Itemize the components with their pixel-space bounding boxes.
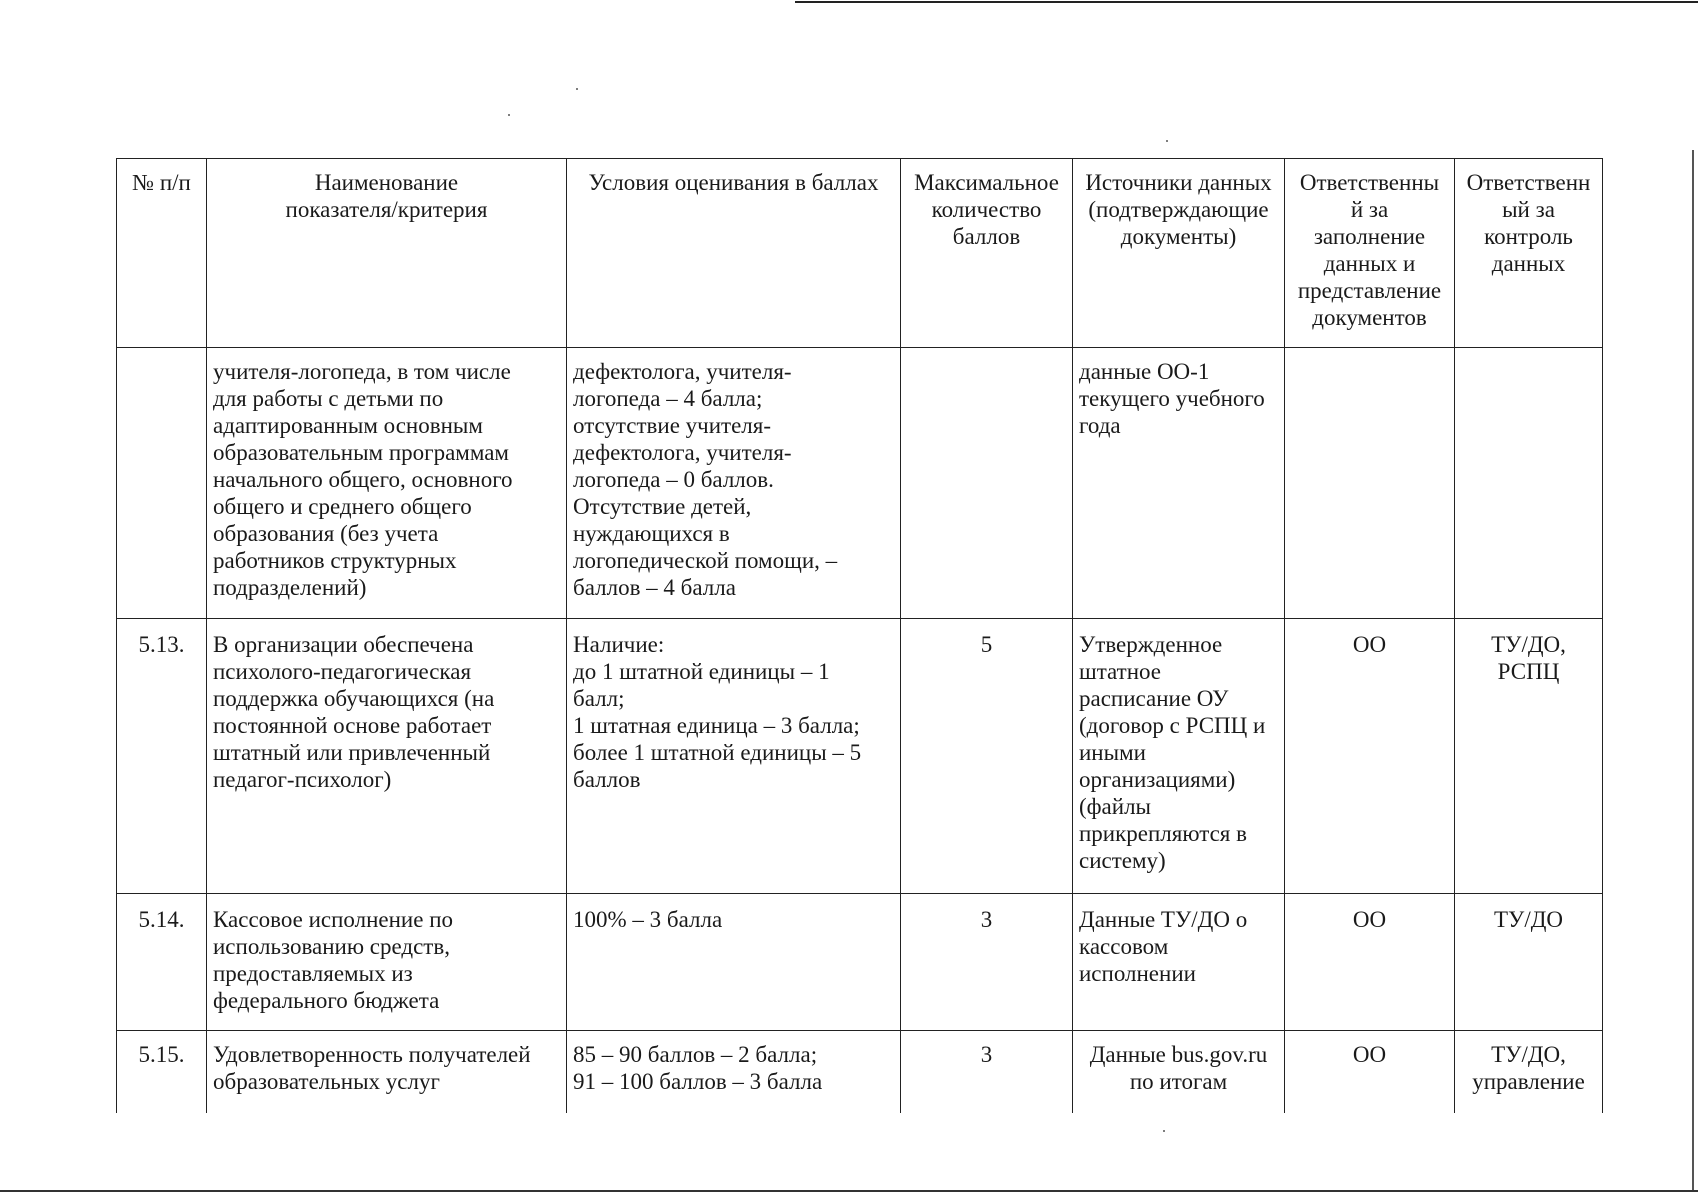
header-text: Ответственны bbox=[1299, 170, 1440, 195]
cell-text: начального общего, основного bbox=[213, 467, 513, 492]
cell-responsible-fill: ОО bbox=[1285, 894, 1455, 1031]
cell-text: для работы с детьми по bbox=[213, 386, 444, 411]
cell-text: более 1 штатной единицы – 5 bbox=[573, 740, 862, 765]
header-text: Наименование bbox=[314, 170, 459, 195]
cell-text: Данные bus.gov.ru bbox=[1089, 1042, 1268, 1067]
header-responsible-control bbox=[1455, 159, 1603, 348]
cell-text: организациями) bbox=[1079, 767, 1236, 792]
scan-edge-top bbox=[795, 1, 1698, 3]
cell-name bbox=[207, 619, 567, 894]
header-text: документов bbox=[1312, 305, 1427, 330]
cell-text: учителя-логопеда, в том числе bbox=[213, 359, 511, 384]
cell-text: штатное bbox=[1079, 659, 1162, 684]
table-row bbox=[117, 619, 1603, 894]
scan-speck bbox=[576, 88, 578, 90]
cell-responsible-fill bbox=[1285, 348, 1455, 619]
cell-text: Отсутствие детей, bbox=[573, 494, 752, 519]
cell-conditions bbox=[567, 348, 901, 619]
cell-text: 91 – 100 баллов – 3 балла bbox=[573, 1069, 823, 1094]
header-text: данных и bbox=[1323, 251, 1416, 276]
cell-sources bbox=[1073, 619, 1285, 894]
cell-sources bbox=[1073, 894, 1285, 1031]
cell-text: постоянной основе работает bbox=[213, 713, 492, 738]
cell-max-points bbox=[901, 348, 1073, 619]
cell-max-points: 3 bbox=[901, 1031, 1073, 1114]
cell-text: образовательным программам bbox=[213, 440, 509, 465]
scan-edge-bottom bbox=[0, 1190, 1698, 1192]
header-text: документы) bbox=[1120, 224, 1237, 249]
cell-text: ТУ/ДО, bbox=[1491, 1042, 1566, 1067]
cell-responsible-control bbox=[1455, 619, 1603, 894]
cell-text: Данные ТУ/ДО о bbox=[1079, 907, 1248, 932]
cell-text: адаптированным основным bbox=[213, 413, 483, 438]
header-num: № п/п bbox=[117, 159, 207, 348]
cell-responsible-control bbox=[1455, 1031, 1603, 1114]
cell-responsible-fill: ОО bbox=[1285, 619, 1455, 894]
cell-text: Утвержденное bbox=[1079, 632, 1223, 657]
header-sources bbox=[1073, 159, 1285, 348]
cell-num: 5.14. bbox=[117, 894, 207, 1031]
table-row bbox=[117, 348, 1603, 619]
cell-name bbox=[207, 894, 567, 1031]
cell-text: образования (без учета bbox=[213, 521, 439, 546]
cell-text: логопеда – 0 баллов. bbox=[573, 467, 774, 492]
cell-text: Наличие: bbox=[573, 632, 665, 657]
cell-text: отсутствие учителя- bbox=[573, 413, 772, 438]
cell-text: (файлы bbox=[1079, 794, 1152, 819]
cell-sources bbox=[1073, 1031, 1285, 1114]
header-name bbox=[207, 159, 567, 348]
header-text: й за bbox=[1350, 197, 1389, 222]
cell-text: года bbox=[1079, 413, 1121, 438]
cell-text: подразделений) bbox=[213, 575, 367, 600]
table-header-row bbox=[117, 159, 1603, 348]
cell-text: исполнении bbox=[1079, 961, 1196, 986]
cell-text: 100% – 3 балла bbox=[573, 907, 723, 932]
cell-text: дефектолога, учителя- bbox=[573, 440, 792, 465]
cell-text: управление bbox=[1472, 1069, 1585, 1094]
cell-text: педагог-психолог) bbox=[213, 767, 392, 792]
cell-text: ТУ/ДО, bbox=[1491, 632, 1566, 657]
cell-text: предоставляемых из bbox=[213, 961, 413, 986]
header-text: данных bbox=[1491, 251, 1566, 276]
cell-text: работников структурных bbox=[213, 548, 457, 573]
header-responsible-fill bbox=[1285, 159, 1455, 348]
cell-responsible-control bbox=[1455, 348, 1603, 619]
cell-text: расписание ОУ bbox=[1079, 686, 1229, 711]
cell-text: дефектолога, учителя- bbox=[573, 359, 792, 384]
header-text: представление bbox=[1297, 278, 1442, 303]
criteria-table bbox=[116, 158, 1603, 1113]
cell-text: Удовлетворенность получателей bbox=[213, 1042, 531, 1067]
cell-text: систему) bbox=[1079, 848, 1166, 873]
cell-text: образовательных услуг bbox=[213, 1069, 440, 1094]
cell-sources bbox=[1073, 348, 1285, 619]
table-row bbox=[117, 1031, 1603, 1114]
cell-text: Кассовое исполнение по bbox=[213, 907, 454, 932]
cell-text: логопедической помощи, – bbox=[573, 548, 838, 573]
cell-text: 85 – 90 баллов – 2 балла; bbox=[573, 1042, 818, 1067]
scan-speck bbox=[508, 114, 510, 116]
cell-text: до 1 штатной единицы – 1 bbox=[573, 659, 830, 684]
cell-text: РСПЦ bbox=[1497, 659, 1560, 684]
cell-text: прикрепляются в bbox=[1079, 821, 1247, 846]
header-text: показателя/критерия bbox=[285, 197, 488, 222]
cell-text: нуждающихся в bbox=[573, 521, 730, 546]
scan-speck bbox=[1166, 140, 1168, 142]
header-text: заполнение bbox=[1313, 224, 1426, 249]
scan-edge-right bbox=[1692, 150, 1694, 1190]
header-text: контроль bbox=[1484, 224, 1573, 249]
cell-conditions bbox=[567, 619, 901, 894]
cell-text: логопеда – 4 балла; bbox=[573, 386, 763, 411]
cell-text: по итогам bbox=[1129, 1069, 1228, 1094]
cell-text: (договор с РСПЦ и bbox=[1079, 713, 1266, 738]
header-text: Источники данных bbox=[1085, 170, 1272, 195]
cell-text: текущего учебного bbox=[1079, 386, 1265, 411]
cell-text: ТУ/ДО bbox=[1493, 907, 1564, 932]
header-max-points bbox=[901, 159, 1073, 348]
cell-conditions bbox=[567, 1031, 901, 1114]
header-text: (подтверждающие bbox=[1088, 197, 1269, 222]
scan-speck bbox=[1163, 1130, 1165, 1132]
cell-text: иными bbox=[1079, 740, 1146, 765]
header-text: Максимальное bbox=[914, 170, 1059, 195]
cell-responsible-control bbox=[1455, 894, 1603, 1031]
cell-max-points: 5 bbox=[901, 619, 1073, 894]
cell-text: использованию средств, bbox=[213, 934, 450, 959]
cell-name bbox=[207, 348, 567, 619]
cell-text: психолого-педагогическая bbox=[213, 659, 472, 684]
cell-text: кассовом bbox=[1079, 934, 1169, 959]
cell-text: балл; bbox=[573, 686, 625, 711]
header-text: Ответственн bbox=[1466, 170, 1591, 195]
cell-text: поддержка обучающихся (на bbox=[213, 686, 495, 711]
cell-text: баллов – 4 балла bbox=[573, 575, 736, 600]
cell-responsible-fill: ОО bbox=[1285, 1031, 1455, 1114]
cell-text: баллов bbox=[573, 767, 641, 792]
cell-num bbox=[117, 348, 207, 619]
cell-max-points: 3 bbox=[901, 894, 1073, 1031]
cell-text: В организации обеспечена bbox=[213, 632, 474, 657]
cell-name bbox=[207, 1031, 567, 1114]
cell-text: федерального бюджета bbox=[213, 988, 440, 1013]
table-row bbox=[117, 894, 1603, 1031]
cell-num: 5.13. bbox=[117, 619, 207, 894]
cell-text: штатный или привлеченный bbox=[213, 740, 491, 765]
cell-text: данные ОО-1 bbox=[1079, 359, 1210, 384]
header-conditions: Условия оценивания в баллах bbox=[567, 159, 901, 348]
header-text: количество bbox=[931, 197, 1042, 222]
cell-text: общего и среднего общего bbox=[213, 494, 472, 519]
header-text: баллов bbox=[952, 224, 1021, 249]
cell-conditions bbox=[567, 894, 901, 1031]
cell-num: 5.15. bbox=[117, 1031, 207, 1114]
header-text: ый за bbox=[1502, 197, 1555, 222]
cell-text: 1 штатная единица – 3 балла; bbox=[573, 713, 860, 738]
